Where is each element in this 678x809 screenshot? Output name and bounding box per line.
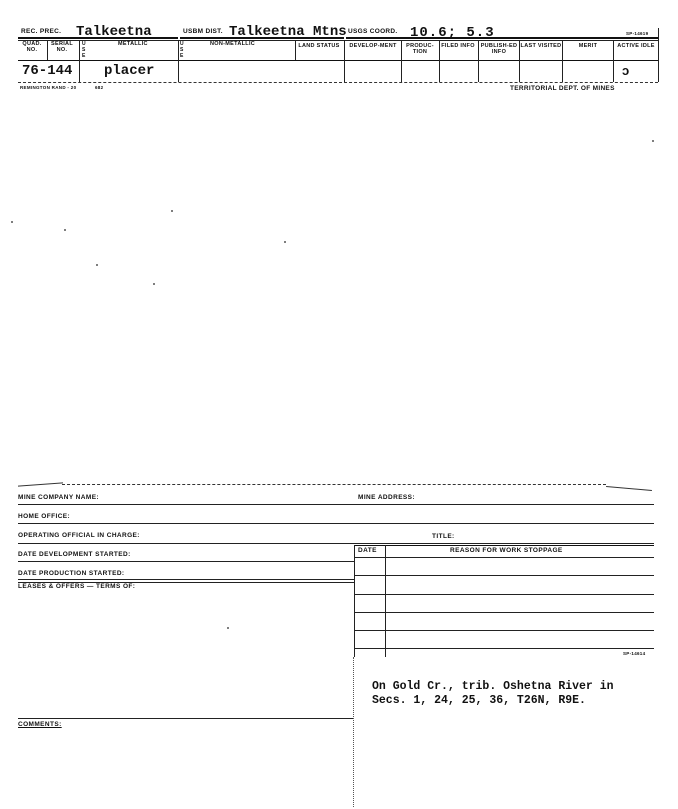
stoppage-reason-header: REASON FOR WORK STOPPAGE (450, 547, 563, 554)
col-non-metallic: NON-METALLIC (210, 41, 256, 47)
title-label: TITLE: (432, 533, 455, 540)
date-development-label: DATE DEVELOPMENT STARTED: (18, 551, 131, 558)
rec-prec-value: Talkeetna (76, 24, 152, 40)
leases-label: LEASES & OFFERS — TERMS OF: (18, 583, 136, 590)
home-office-label: HOME OFFICE: (18, 513, 71, 520)
col-use-metallic: U S E (82, 41, 86, 59)
form-number-top: SP-14619 (626, 31, 649, 36)
active-idle-mark: ↄ (622, 63, 630, 78)
col-merit: MERIT (578, 43, 598, 49)
location-line-1: On Gold Cr., trib. Oshetna River in (372, 680, 614, 693)
mine-company-name-label: MINE COMPANY NAME: (18, 494, 99, 501)
usgs-coord-label: USGS COORD. (348, 28, 398, 35)
mine-address-label: MINE ADDRESS: (358, 494, 415, 501)
col-quad: QUAD. NO. (22, 41, 42, 53)
col-filed-info: FILED INFO (441, 43, 475, 49)
quad-serial-value: 76-144 (22, 63, 73, 79)
printer-label: REMINGTON RAND - 20 (20, 85, 77, 90)
col-production: PRODUC-TION (406, 43, 434, 55)
col-development: DEVELOP-MENT (349, 43, 397, 49)
col-metallic: METALLIC (118, 41, 148, 47)
usbm-dist-value: Talkeetna Mtns (229, 24, 347, 40)
stoppage-date-header: DATE (358, 547, 377, 554)
location-line-2: Secs. 1, 24, 25, 36, T26N, R9E. (372, 694, 586, 707)
department-label: TERRITORIAL DEPT. OF MINES (510, 85, 615, 92)
usbm-dist-label: USBM DIST. (183, 28, 223, 35)
usgs-coord-value: 10.6; 5.3 (410, 25, 495, 41)
comments-label: COMMENTS: (18, 721, 62, 728)
operating-official-label: OPERATING OFFICIAL IN CHARGE: (18, 532, 140, 539)
metallic-value: placer (104, 63, 155, 79)
col-published-info: PUBLISH-ED INFO (480, 43, 518, 55)
col-land-status: LAND STATUS (298, 43, 340, 49)
col-serial: SERIAL NO. (51, 41, 73, 53)
col-active-idle: ACTIVE IDLE (617, 43, 655, 49)
rec-prec-label: REC. PREC. (21, 28, 62, 35)
col-use-nonmetallic: U S E (180, 41, 184, 59)
col-last-visited: LAST VISITED (520, 43, 562, 49)
form-number-lower: SP-14614 (623, 651, 646, 656)
printer-code: 682 (95, 85, 104, 90)
date-production-label: DATE PRODUCTION STARTED: (18, 570, 125, 577)
